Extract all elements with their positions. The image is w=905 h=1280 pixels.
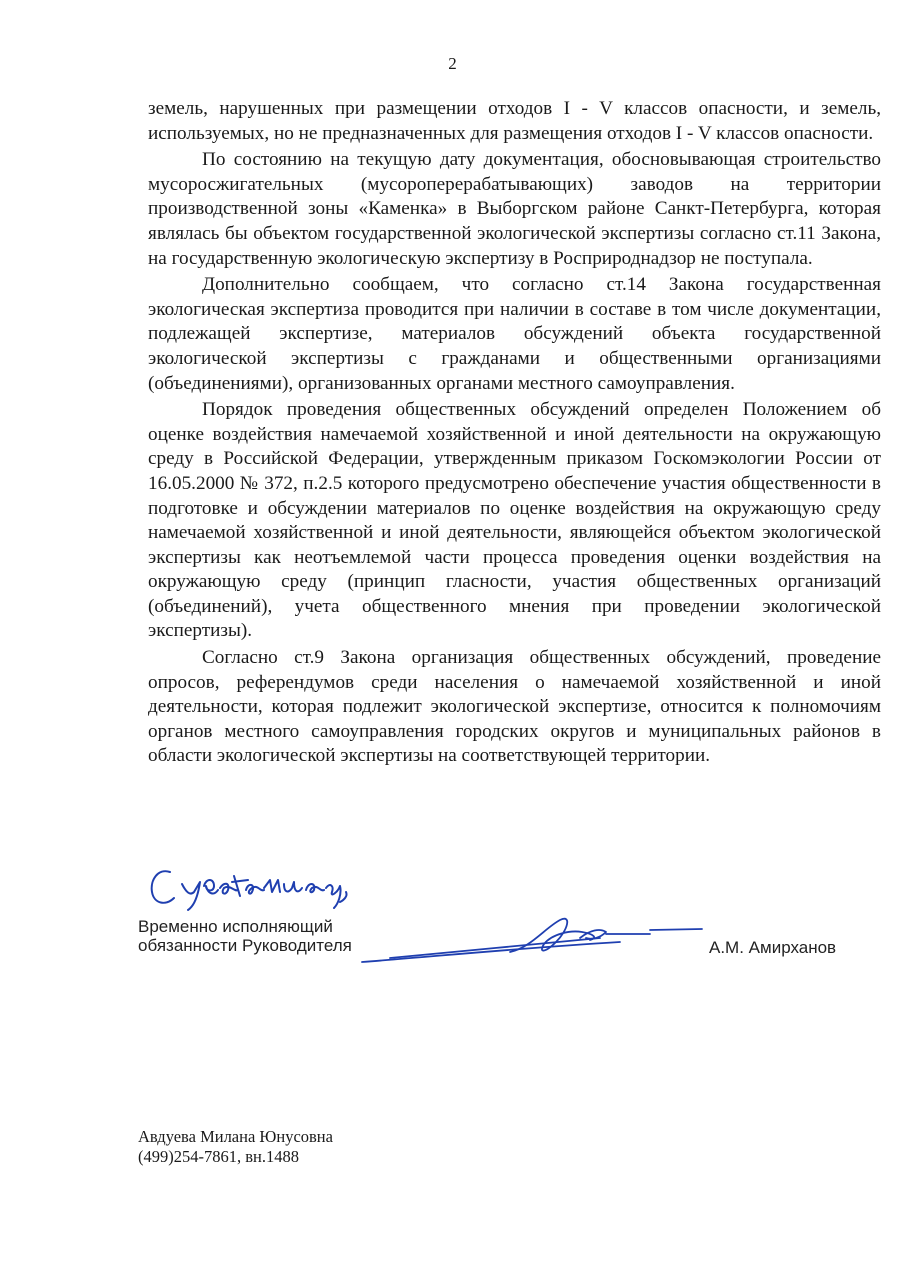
signer-title [138, 917, 352, 955]
paragraph-article-9: Согласно ст.9 Закона организация общественных обсуждений, проведение опросов, референдумов среди населения о намечаемой хозяйственной и иной деятельности, которая подлежит экологической экспертизе, относится к полномочиям органов местного самоуправления городских округов и муниципальных районов в области экологической экспертизы на соответствующей территории. [148, 647, 881, 767]
signer-title-line-2: обязанности Руководителя [138, 936, 352, 955]
paragraph-article-14: Дополнительно сообщаем, что согласно ст.14 Закона государственная экологическая экспертиза проводится при наличии в составе в том числе документации, подлежащей экспертизе, материалов обсуждений объекта государственной экологической экспертизы с гражданами и общественными организациями (объединениями), организованных органами местного самоуправления. [148, 274, 881, 394]
contact-phone: (499)254-7861, вн.1488 [138, 1147, 299, 1166]
signer-title-line-1: Временно исполняющий [138, 917, 333, 936]
handwritten-closing [148, 862, 468, 912]
letter-body [148, 97, 881, 771]
paragraph-public-discussion-procedure: Порядок проведения общественных обсуждений определен Положением об оценке воздействия намечаемой хозяйственной и иной деятельности на окружающую среду в Российской Федерации, утвержденным приказом Госкомэкологии России от 16.05.2000 № 372, п.2.5 которого предусмотрено обеспечение участия общественности в подготовке и обсуждении материалов по оценке воздействия на окружающую среду намечаемой хозяйственной и иной деятельности, являющейся объектом экологической экспертизы как неотъемлемой части процесса проведения оценки воздействия на окружающую среду (принцип гласности, участия общественных организаций (объединений), учета общественного мнения при проведении экологической экспертизы). [148, 399, 881, 642]
paragraph-continuation: земель, нарушенных при размещении отходов I - V классов опасности, и земель, используемых, но не предназначенных для размещения отходов I - V классов опасности. [148, 98, 881, 144]
signature-image [360, 908, 710, 968]
page-number: 2 [448, 54, 457, 73]
contact-name: Авдуева Милана Юнусовна [138, 1127, 333, 1146]
signature [360, 908, 710, 968]
paragraph-documentation-status: По состоянию на текущую дату документация, обосновывающая строительство мусоросжигательных (мусороперерабатывающих) заводов на территории производственной зоны «Каменка» в Выборгском районе Санкт-Петербурга, которая являлась бы объектом государственной экологической экспертизы согласно ст.11 Закона, на государственную экологическую экспертизу в Росприроднадзор не поступала. [148, 149, 881, 269]
handwritten-closing-image [148, 862, 428, 912]
signer-name: А.М. Амирханов [709, 938, 837, 957]
contact-block [138, 1127, 333, 1167]
